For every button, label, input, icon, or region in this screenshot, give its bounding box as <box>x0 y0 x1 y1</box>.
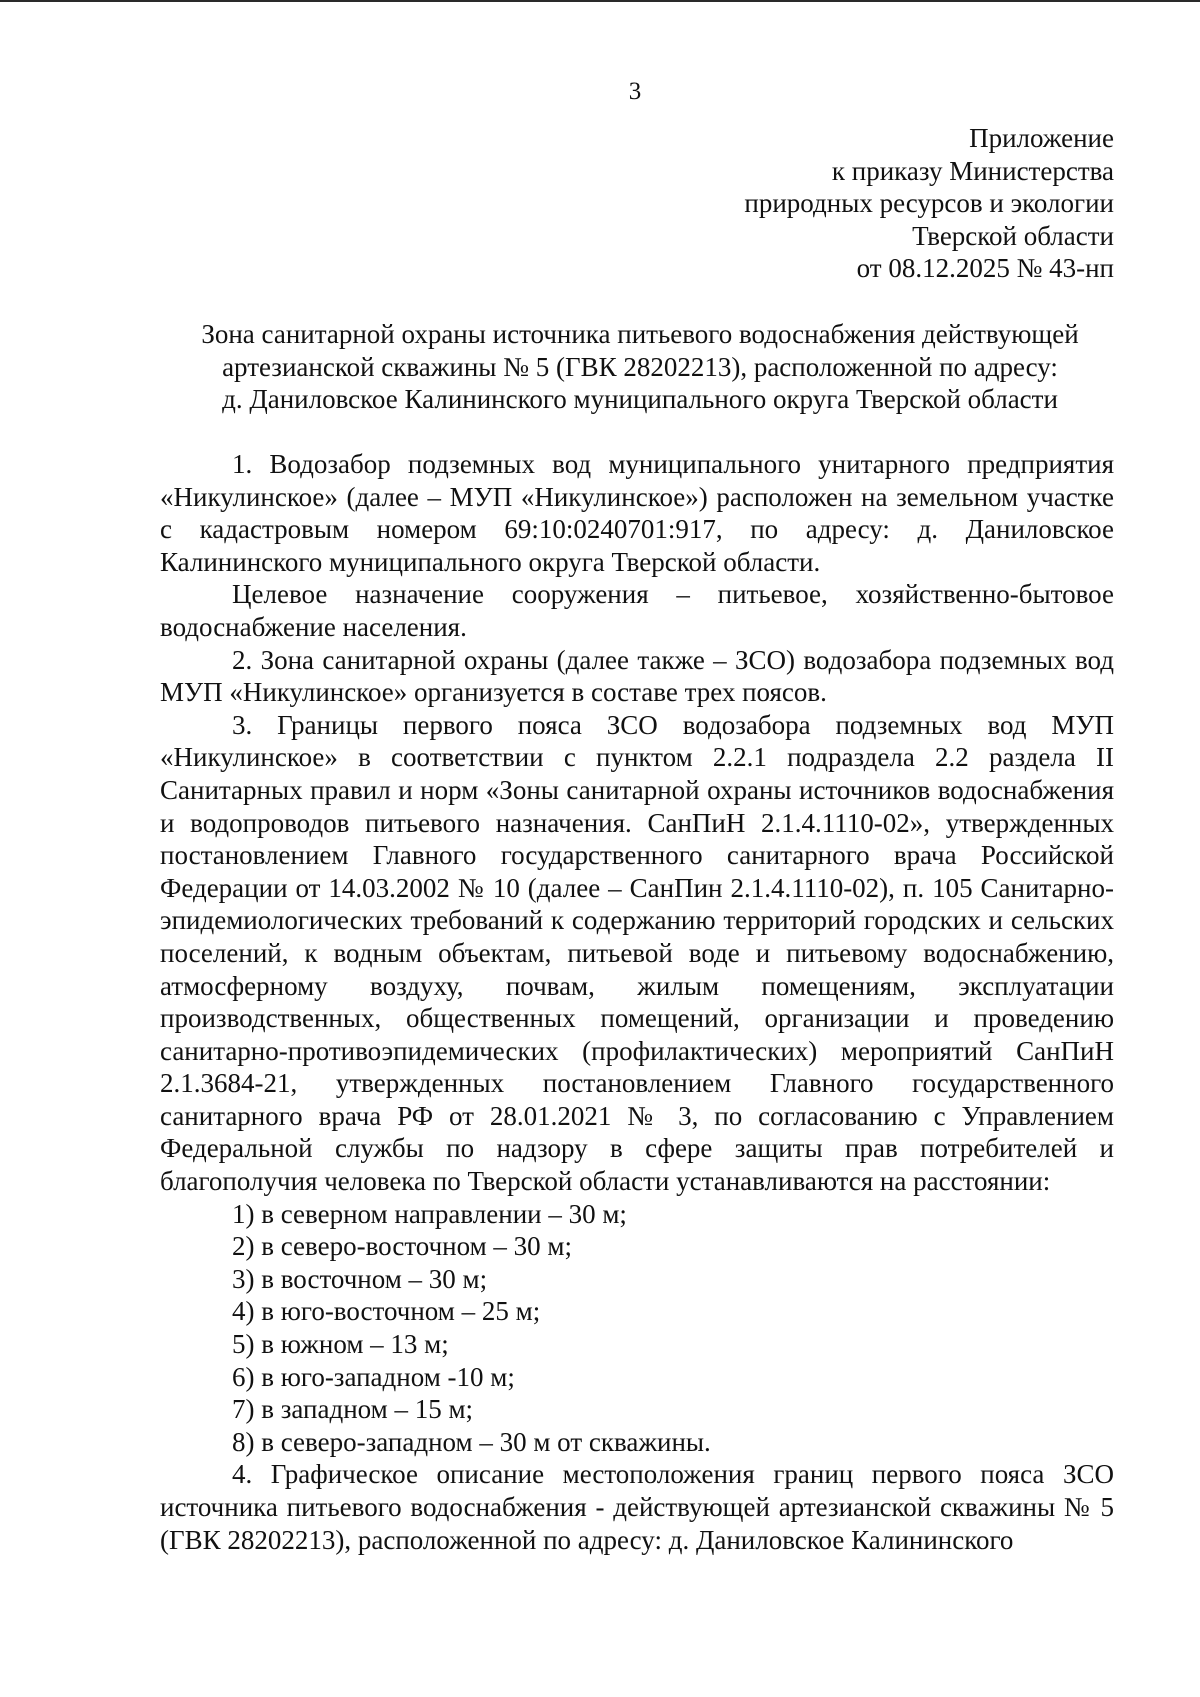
page-number: 3 <box>628 78 642 105</box>
document-title <box>160 318 1120 416</box>
appendix-line: Приложение <box>969 123 1114 153</box>
paragraph-1: 1. Водозабор подземных вод муниципального унитарного предприятия «Никулинское» (далее – МУП «Никулинское») расположен на земельном участке с кадастровым номером 69:10:0240701:917, по адресу: д. Даниловское Калининского муниципального округа Тверской области. <box>160 449 1114 577</box>
document-body <box>160 448 1114 1556</box>
paragraph-2: 2. Зона санитарной охраны (далее также – ЗСО) водозабора подземных вод МУП «Никулинское» организуется в составе трех поясов. <box>160 644 1114 708</box>
appendix-line: от 08.12.2025 № 43-нп <box>856 253 1114 283</box>
list-item: 4) в юго-восточном – 25 м; <box>232 1296 541 1327</box>
appendix-header <box>744 122 1114 285</box>
list-item: 6) в юго-западном -10 м; <box>232 1361 515 1392</box>
list-item: 1) в северном направлении – 30 м; <box>232 1198 627 1229</box>
title-line: артезианской скважины № 5 (ГВК 28202213), расположенной по адресу: <box>222 351 1058 382</box>
paragraph-4: 4. Графическое описание местоположения границ первого пояса ЗСО источника питьевого водоснабжения - действующей артезианской скважины № 5 (ГВК 28202213), расположенной по адресу: д. Даниловское Калининского <box>160 1459 1114 1555</box>
appendix-line: к приказу Министерства <box>831 155 1114 186</box>
appendix-line: Тверской области <box>912 220 1114 251</box>
paragraph-purpose: Целевое назначение сооружения – питьевое, хозяйственно-бытовое водоснабжение населения. <box>160 579 1114 642</box>
list-item: 3) в восточном – 30 м; <box>232 1263 488 1294</box>
appendix-line: природных ресурсов и экологии <box>744 188 1114 218</box>
title-line: Зона санитарной охраны источника питьевого водоснабжения действующей <box>201 319 1079 349</box>
scan-top-border <box>0 0 1200 2</box>
list-item: 2) в северо-восточном – 30 м; <box>232 1231 573 1262</box>
paragraph-3: 3. Границы первого пояса ЗСО водозабора подземных вод МУП «Никулинское» в соответствии с пунктом 2.2.1 подраздела 2.2 раздела II Санитарных правил и норм «Зоны санитарной охраны источников водоснабжения и водопроводов питьевого назначения. СанПиН 2.1.4.1110-02», утвержденных постановлением Главного государственного санитарного врача Российской Федерации от 14.03.2002 № 10 (далее – СанПин 2.1.4.1110-02), п. 105 Санитарно-эпидемиологических требований к содержанию территорий городских и сельских поселений, к водным объектам, питьевой воде и питьевому водоснабжению, атмосферному воздуху, почвам, жилым помещениям, эксплуатации производственных, общественных помещений, организации и проведению санитарно-противоэпидемических (профилактических) мероприятий СанПиН 2.1.3684-21, утвержденных постановлением Главного государственного санитарного врача РФ от 28.01.2021 № 3, по согласованию с Управлением Федеральной службы по надзору в сфере защиты прав потребителей и благополучия человека по Тверской области устанавливаются на расстоянии: <box>160 709 1114 1197</box>
list-item: 7) в западном – 15 м; <box>232 1394 474 1425</box>
list-item: 5) в южном – 13 м; <box>232 1329 449 1360</box>
list-item: 8) в северо-западном – 30 м от скважины. <box>232 1426 711 1457</box>
title-line: д. Даниловское Калининского муниципального округа Тверской области <box>222 384 1058 414</box>
